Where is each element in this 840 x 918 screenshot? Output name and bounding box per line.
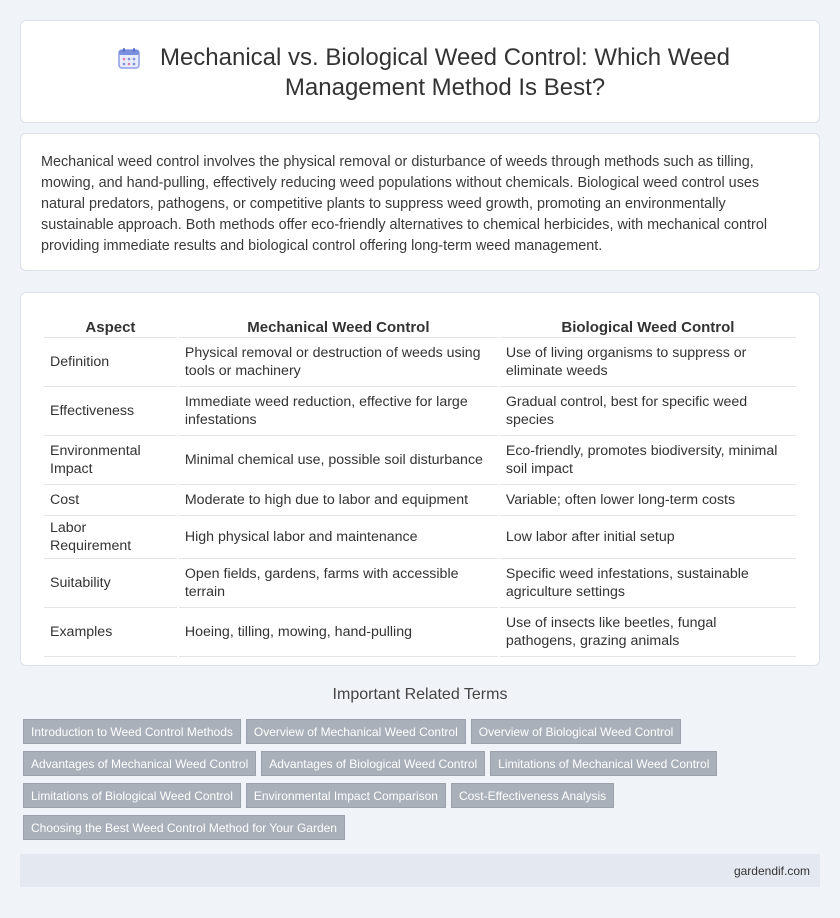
related-term-tag[interactable]: Choosing the Best Weed Control Method for Your Garden bbox=[23, 815, 345, 840]
related-term-tag[interactable]: Limitations of Biological Weed Control bbox=[23, 783, 241, 808]
table-cell: Definition bbox=[44, 338, 177, 387]
table-cell: Labor Requirement bbox=[44, 516, 177, 559]
table-cell: High physical labor and maintenance bbox=[179, 516, 498, 559]
table-cell: Cost bbox=[44, 485, 177, 516]
table-row bbox=[44, 485, 796, 516]
related-term-tag[interactable]: Overview of Mechanical Weed Control bbox=[246, 719, 466, 744]
related-term-tag[interactable]: Advantages of Mechanical Weed Control bbox=[23, 751, 256, 776]
page-title: Mechanical vs. Biological Weed Control: Which Weed Management Method Is Best? bbox=[159, 44, 731, 101]
related-term-tag[interactable]: Limitations of Mechanical Weed Control bbox=[490, 751, 717, 776]
column-header: Aspect bbox=[44, 313, 177, 338]
table-cell: Variable; often lower long-term costs bbox=[500, 485, 796, 516]
related-term-tag[interactable]: Environmental Impact Comparison bbox=[246, 783, 446, 808]
table-cell: Immediate weed reduction, effective for large infestations bbox=[179, 387, 498, 436]
table-cell: Specific weed infestations, sustainable agriculture settings bbox=[500, 559, 796, 608]
title-card bbox=[20, 20, 820, 123]
table-cell: Suitability bbox=[44, 559, 177, 608]
related-term-tag[interactable]: Advantages of Biological Weed Control bbox=[261, 751, 485, 776]
table-cell: Eco-friendly, promotes biodiversity, minimal soil impact bbox=[500, 436, 796, 485]
table-cell: Moderate to high due to labor and equipment bbox=[179, 485, 498, 516]
related-term-tag[interactable]: Introduction to Weed Control Methods bbox=[23, 719, 241, 744]
comparison-card bbox=[20, 292, 820, 666]
table-cell: Environmental Impact bbox=[44, 436, 177, 485]
related-term-tag[interactable]: Cost-Effectiveness Analysis bbox=[451, 783, 614, 808]
table-cell: Hoeing, tilling, mowing, hand-pulling bbox=[179, 608, 498, 657]
table-row bbox=[44, 436, 796, 485]
table-row bbox=[44, 608, 796, 657]
table-row bbox=[44, 387, 796, 436]
table-row bbox=[44, 559, 796, 608]
footer bbox=[20, 854, 820, 887]
footer-site-link[interactable]: gardendif.com bbox=[733, 864, 810, 878]
summary-text: Mechanical weed control involves the physical removal or disturbance of weeds through methods such as tilling, mowing, and hand-pulling, effectively reducing weed populations without chemicals. Biological weed control uses natural predators, pathogens, or competitive plants to suppress weed growth, promoting an environmentally sustainable approach. Both methods offer eco-friendly alternatives to chemical herbicides, with mechanical control providing immediate results and biological control offering long-term weed management. bbox=[41, 154, 768, 254]
table-cell: Gradual control, best for specific weed species bbox=[500, 387, 796, 436]
comparison-table bbox=[42, 313, 798, 657]
table-cell: Physical removal or destruction of weeds using tools or machinery bbox=[179, 338, 498, 387]
column-header: Biological Weed Control bbox=[500, 313, 796, 338]
related-terms-list bbox=[23, 719, 823, 847]
table-cell: Examples bbox=[44, 608, 177, 657]
table-cell: Low labor after initial setup bbox=[500, 516, 796, 559]
related-term-tag[interactable]: Overview of Biological Weed Control bbox=[471, 719, 682, 744]
table-cell: Use of living organisms to suppress or eliminate weeds bbox=[500, 338, 796, 387]
table-header-row bbox=[44, 313, 796, 338]
table-cell: Open fields, gardens, farms with accessible terrain bbox=[179, 559, 498, 608]
table-cell: Effectiveness bbox=[44, 387, 177, 436]
table-row bbox=[44, 516, 796, 559]
column-header: Mechanical Weed Control bbox=[179, 313, 498, 338]
summary-card bbox=[20, 133, 820, 271]
table-cell: Use of insects like beetles, fungal pathogens, grazing animals bbox=[500, 608, 796, 657]
table-cell: Minimal chemical use, possible soil disturbance bbox=[179, 436, 498, 485]
table-row bbox=[44, 338, 796, 387]
related-terms-heading: Important Related Terms bbox=[332, 686, 508, 703]
